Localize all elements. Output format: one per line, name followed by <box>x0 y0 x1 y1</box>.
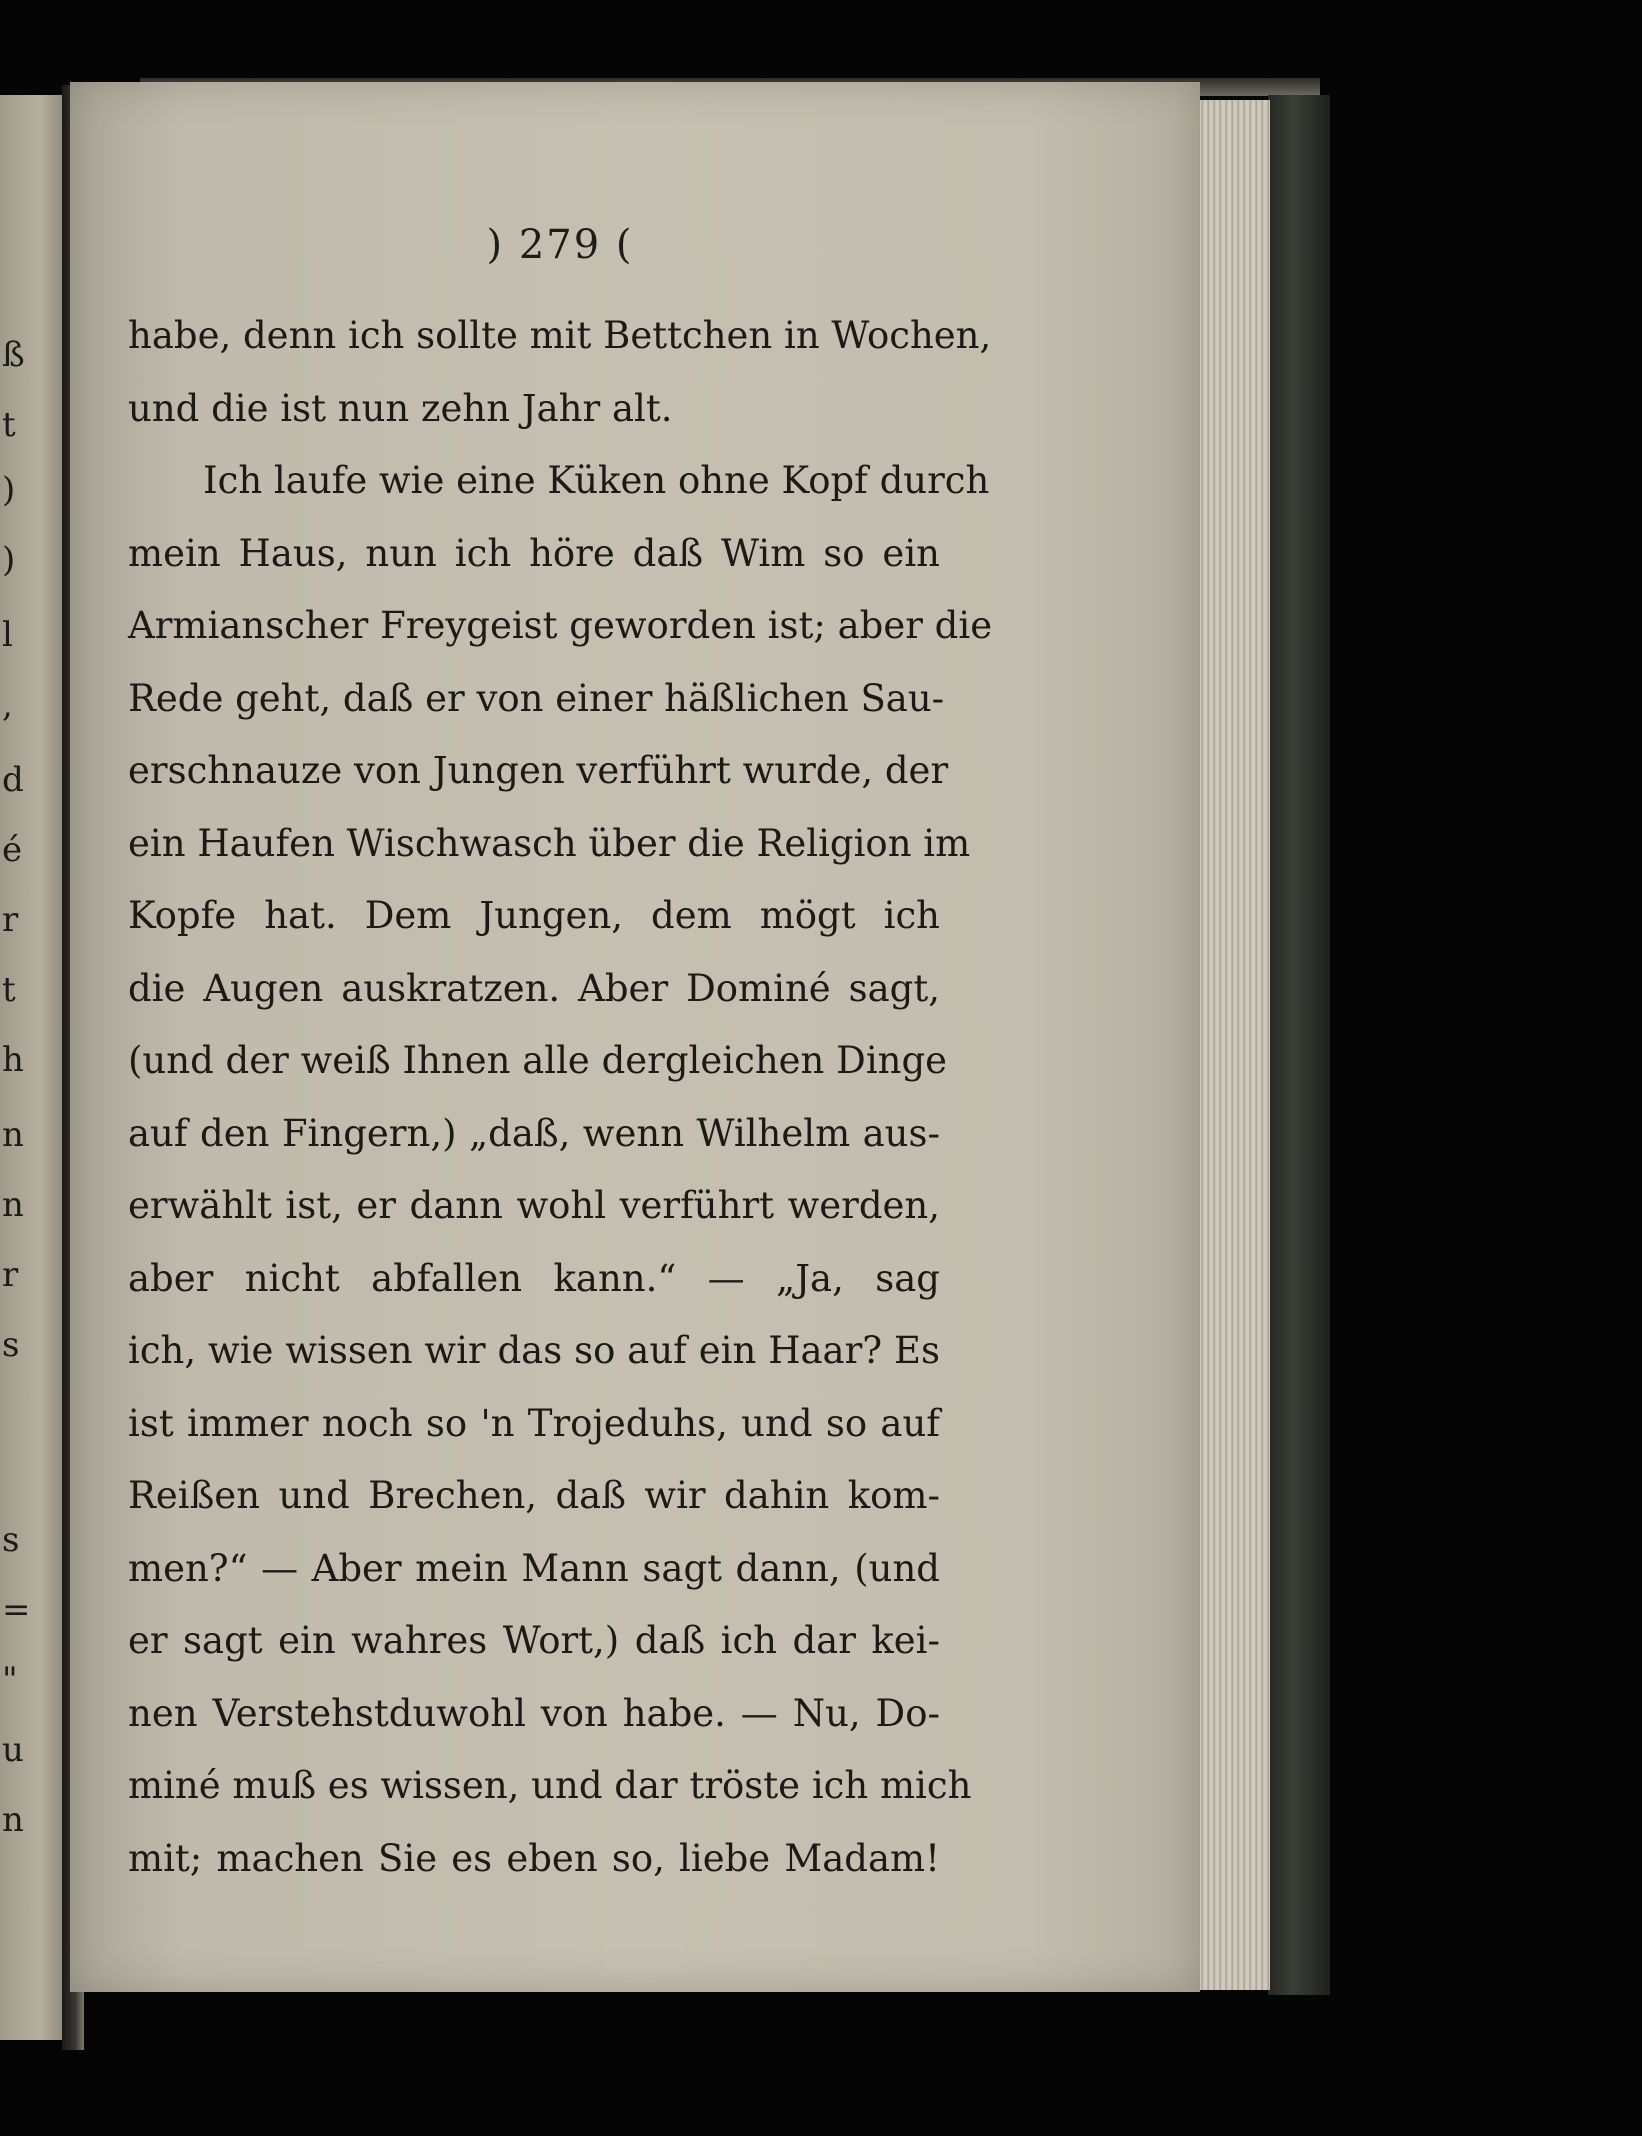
text-line: habe, denn ich sollte mit Bettchen in Wochen, <box>128 314 992 357</box>
facing-page-char: n <box>2 1800 24 1840</box>
facing-page-char: ) <box>2 540 16 580</box>
text-line: Armianscher Freygeist geworden ist; aber die <box>128 604 993 647</box>
text-line: Ich laufe wie eine Küken ohne Kopf durch <box>203 459 990 502</box>
facing-page-fragment <box>0 95 66 2040</box>
text-line: ein Haufen Wischwasch über die Religion im <box>128 821 971 865</box>
facing-page-char: n <box>2 1115 24 1155</box>
text-line: mit; machen Sie es eben so, liebe Madam! <box>128 1836 940 1880</box>
facing-page-char: t <box>2 405 16 445</box>
text-line: nen Verstehstduwohl von habe. — Nu, Do- <box>128 1691 940 1735</box>
text-line: aber nicht abfallen kann.“ — „Ja, sag <box>128 1256 940 1300</box>
text-line: erschnauze von Jungen verführt wurde, der <box>128 749 949 792</box>
text-line: Reißen und Brechen, daß wir dahin kom- <box>128 1474 940 1517</box>
facing-page-char: ) <box>2 470 16 510</box>
text-line: und die ist nun zehn Jahr alt. <box>128 386 673 430</box>
facing-page-char: " <box>2 1660 18 1700</box>
text-line: ist immer noch so 'n Trojeduhs, und so auf <box>128 1401 940 1445</box>
text-line: er sagt ein wahres Wort,) daß ich dar kei- <box>128 1619 940 1662</box>
facing-page-char: d <box>2 760 24 800</box>
page-number-header: ) 279 ( <box>486 222 634 268</box>
text-line: miné muß es wissen, und dar tröste ich mich <box>128 1764 972 1807</box>
facing-page-char: u <box>2 1730 24 1770</box>
facing-page-char: é <box>2 830 23 870</box>
text-line: Rede geht, daß er von einer häßlichen Sau- <box>128 676 945 720</box>
text-line: men?“ — Aber mein Mann sagt dann, (und <box>128 1546 940 1590</box>
facing-page-char: r <box>2 1255 19 1295</box>
facing-page-char: s <box>2 1520 20 1560</box>
text-line: mein Haus, nun ich höre daß Wim so ein <box>128 531 940 575</box>
text-line: ich, wie wissen wir das so auf ein Haar? Es <box>128 1329 940 1372</box>
facing-page-char: h <box>2 1040 24 1080</box>
facing-page-char: ß <box>2 335 25 375</box>
text-line: die Augen auskratzen. Aber Dominé sagt, <box>128 966 940 1010</box>
facing-page-char: r <box>2 900 19 940</box>
text-line: auf den Fingern,) „daß, wenn Wilhelm aus- <box>128 1111 940 1155</box>
facing-page-char: l <box>2 615 13 655</box>
facing-page-char: = <box>2 1590 31 1630</box>
text-line: (und der weiß Ihnen alle dergleichen Dinge <box>128 1039 948 1082</box>
facing-page-char: , <box>2 685 13 725</box>
book-cover-edge <box>1268 95 1330 1995</box>
body-text <box>128 300 993 1895</box>
text-line: Kopfe hat. Dem Jungen, dem mögt ich <box>128 894 940 937</box>
facing-page-char: s <box>2 1325 20 1365</box>
facing-page-char: t <box>2 970 16 1010</box>
text-line: erwählt ist, er dann wohl verführt werden, <box>128 1184 940 1227</box>
facing-page-char: n <box>2 1185 24 1225</box>
